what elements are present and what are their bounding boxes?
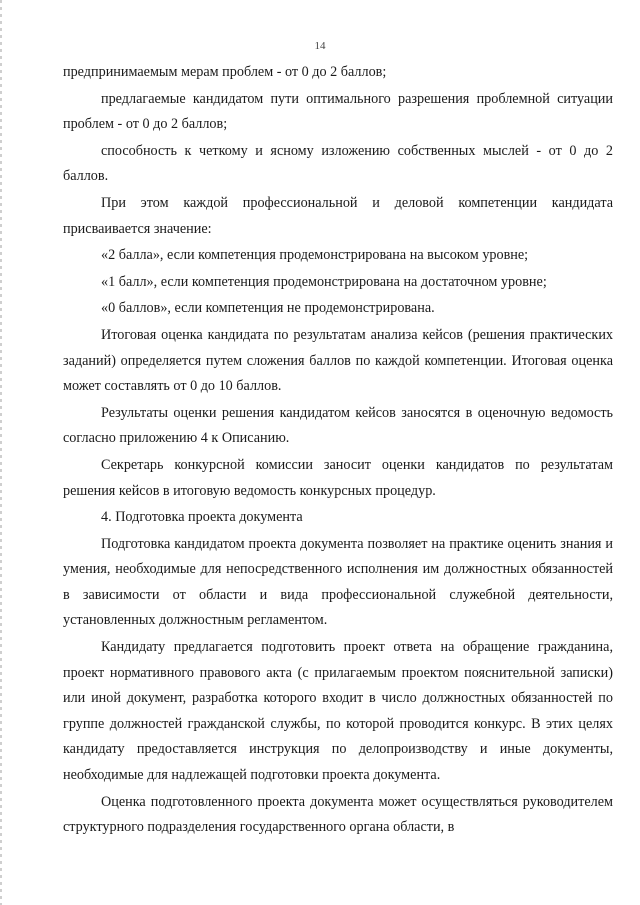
section-heading: 4. Подготовка проекта документа: [101, 509, 303, 526]
paragraph-5: «2 балла», если компетенция продемонстрирована на высоком уровне;: [101, 247, 529, 264]
paragraph-1: предпринимаемым мерам проблем - от 0 до 2 баллов;: [63, 64, 387, 80]
paragraph-14: Оценка подготовленного проекта документа может осуществляться руководителем структурного подразделения государственного органа области, в: [63, 793, 613, 836]
paragraph-8: Итоговая оценка кандидата по результатам анализа кейсов (решения практических заданий) определяется путем сложения баллов по каждой компетенции. Итоговая оценка может составлять от 0 до 10 баллов.: [63, 326, 613, 395]
paragraph-13: Кандидату предлагается подготовить проект ответа на обращение гражданина, проект нормативного правового акта (с прилагаемым проектом пояснительной записки) или иной документ, разработка которого входит в число должностных обязанностей по группе должностей гражданской службы, по которой проводится конкурс. В этих целях кандидату предоставляется инструкция по делопроизводству и иные документы, необходимые для надлежащей подготовки проекта документа.: [63, 639, 613, 784]
paragraph-9: Результаты оценки решения кандидатом кейсов заносятся в оценочную ведомость согласно приложению 4 к Описанию.: [63, 404, 613, 447]
paragraph-2: предлагаемые кандидатом пути оптимального разрешения проблемной ситуации проблем - от 0 до 2 баллов;: [63, 90, 613, 133]
page-number: 14: [314, 40, 326, 52]
scan-edge: [0, 0, 2, 905]
paragraph-6: «1 балл», если компетенция продемонстрирована на достаточном уровне;: [101, 273, 547, 290]
document-body: [63, 60, 613, 841]
paragraph-12: Подготовка кандидатом проекта документа позволяет на практике оценить знания и умения, необходимые для непосредственного исполнения им должностных обязанностей в зависимости от области и вида профессиональной служебной деятельности, установленных должностным регламентом.: [63, 535, 613, 629]
paragraph-7: «0 баллов», если компетенция не продемонстрирована.: [101, 300, 435, 317]
paragraph-10: Секретарь конкурсной комиссии заносит оценки кандидатов по результатам решения кейсов в итоговую ведомость конкурсных процедур.: [63, 456, 613, 499]
paragraph-3: способность к четкому и ясному изложению собственных мыслей - от 0 до 2 баллов.: [63, 142, 613, 185]
paragraph-4: При этом каждой профессиональной и деловой компетенции кандидата присваивается значение:: [63, 194, 613, 237]
